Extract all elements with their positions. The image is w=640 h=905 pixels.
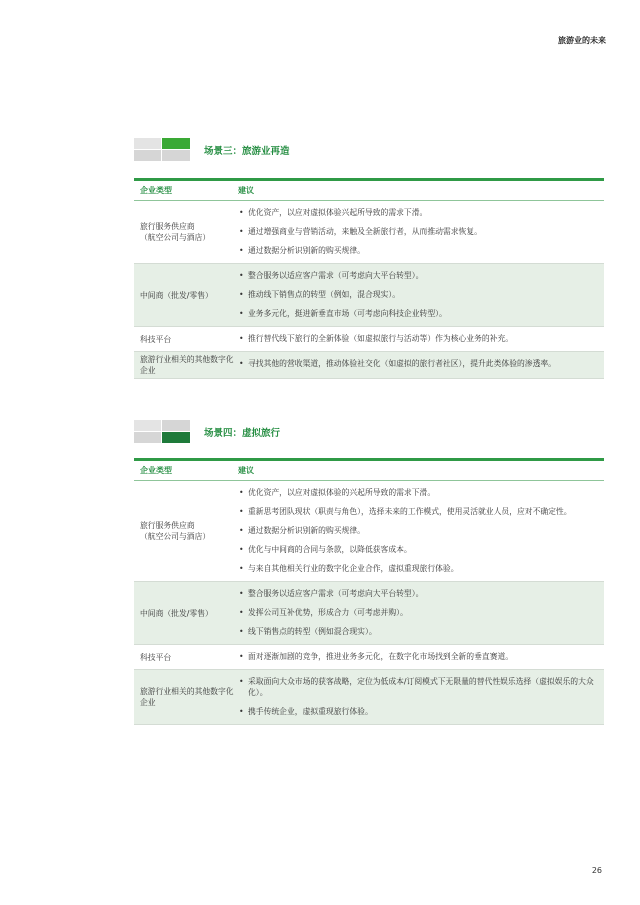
company-type-cell — [134, 645, 234, 669]
advice-item: • 面对逐渐加剧的竞争，推进业务多元化，在数字化市场找到全新的垂直赛道。 — [238, 651, 598, 662]
column-header-advice: 建议 — [238, 186, 254, 195]
table-row — [134, 201, 604, 264]
table-row — [134, 670, 604, 725]
table-row — [134, 264, 604, 327]
advice-item: • 通过数据分析识别新的购买规律。 — [238, 245, 598, 256]
advice-item: • 发挥公司互补优势，形成合力（可考虑并购）。 — [238, 607, 598, 618]
scenario3-heading — [134, 138, 604, 162]
company-type-cell — [134, 352, 234, 378]
advice-item: • 携手传统企业，虚拟重现旅行体验。 — [238, 706, 598, 717]
company-type-cell — [134, 264, 234, 326]
advice-item: • 线下销售点的转型（例如混合现实）。 — [238, 626, 598, 637]
scenario3-title: 场景三：旅游业再造 — [204, 146, 290, 157]
table-row — [134, 645, 604, 670]
advice-cell — [234, 264, 604, 326]
company-type-label: 旅行服务供应商 （航空公司与酒店） — [140, 222, 211, 242]
advice-item: • 优化与中间商的合同与条款，以降低获客成本。 — [238, 544, 598, 555]
company-type-label: 科技平台 — [140, 334, 172, 344]
company-type-cell — [134, 327, 234, 351]
company-type-cell — [134, 201, 234, 263]
advice-item: • 业务多元化，挺进新垂直市场（可考虑向科技企业转型）。 — [238, 308, 598, 319]
advice-item: • 重新思考团队现状（职责与角色），选择未来的工作模式，使用灵活就业人员，应对不确定性。 — [238, 506, 598, 517]
advice-cell — [234, 645, 604, 669]
advice-cell — [234, 670, 604, 724]
column-header-advice: 建议 — [238, 466, 254, 475]
scenario4-title: 场景四：虚拟旅行 — [204, 428, 281, 439]
advice-item: • 通过数据分析识别新的购买规律。 — [238, 525, 598, 536]
scenario3-table — [134, 178, 604, 379]
advice-item: • 推行替代线下旅行的全新体验（如虚拟旅行与活动等）作为核心业务的补充。 — [238, 333, 598, 344]
table-row — [134, 481, 604, 582]
company-type-cell — [134, 582, 234, 644]
column-header-type: 企业类型 — [140, 466, 172, 475]
scenario4-heading — [134, 420, 604, 444]
section-marker-icon — [134, 138, 190, 162]
table-row — [134, 582, 604, 645]
advice-cell — [234, 481, 604, 581]
page-number: 26 — [591, 866, 602, 875]
column-header-type: 企业类型 — [140, 186, 172, 195]
table-row — [134, 352, 604, 379]
company-type-label: 中间商（批发/零售） — [140, 290, 213, 300]
advice-cell — [234, 582, 604, 644]
advice-item: • 优化资产，以应对虚拟体验的兴起所导致的需求下滑。 — [238, 487, 598, 498]
company-type-cell — [134, 481, 234, 581]
advice-item: • 与来自其他相关行业的数字化企业合作，虚拟重现旅行体验。 — [238, 563, 598, 574]
section-marker-icon — [134, 420, 190, 444]
advice-item: • 整合服务以适应客户需求（可考虑向大平台转型）。 — [238, 270, 598, 281]
company-type-label: 科技平台 — [140, 652, 172, 662]
table-header-row — [134, 458, 604, 481]
advice-item: • 推动线下销售点的转型（例如，混合现实）。 — [238, 289, 598, 300]
advice-item: • 通过增强商业与营销活动，来触及全新旅行者，从而推动需求恢复。 — [238, 226, 598, 237]
company-type-label: 旅行服务供应商 （航空公司与酒店） — [140, 521, 211, 541]
advice-item: • 整合服务以适应客户需求（可考虑向大平台转型）。 — [238, 588, 598, 599]
advice-cell — [234, 327, 604, 351]
advice-cell — [234, 352, 604, 378]
company-type-cell — [134, 670, 234, 724]
scenario4-section — [134, 420, 604, 725]
running-header: 旅游业的未来 — [558, 36, 606, 45]
advice-item: • 采取面向大众市场的获客战略，定位为低成本/订阅模式下无限量的替代性娱乐选择（虚拟娱乐的大众化）。 — [238, 676, 598, 698]
advice-item: • 优化资产，以应对虚拟体验兴起所导致的需求下滑。 — [238, 207, 598, 218]
company-type-label: 中间商（批发/零售） — [140, 608, 213, 618]
company-type-label: 旅游行业相关的其他数字化企业 — [140, 355, 234, 375]
table-row — [134, 327, 604, 352]
scenario4-table — [134, 458, 604, 725]
advice-cell — [234, 201, 604, 263]
scenario3-section — [134, 138, 604, 379]
table-header-row — [134, 178, 604, 201]
advice-item: • 寻找其他的营收渠道，推动体验社交化（如虚拟的旅行者社区），提升此类体验的渗透率。 — [238, 358, 598, 369]
company-type-label: 旅游行业相关的其他数字化企业 — [140, 687, 234, 707]
